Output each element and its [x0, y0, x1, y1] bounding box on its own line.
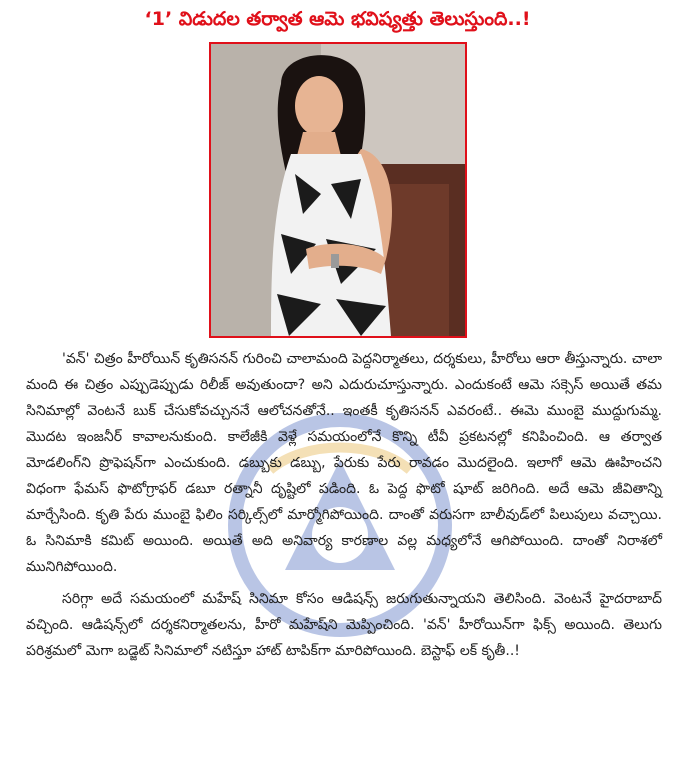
article-body [26, 346, 662, 670]
article-paragraph: సరిగ్గా అదే సమయంలో మహేష్ సినిమా కోసం ఆడిషన్స్ జరుగుతున్నాయని తెలిసింది. వెంటనే హైదరాబాద్ వచ్చింది. ఆడిషన్స్‌లో దర్శకనిర్మాతలను, హీరో మహేష్‌ని మెప్పించింది. 'వన్' హీరోయిన్‌గా ఫిక్స్ అయింది. తెలుగు పరిశ్రమలో మెగా బడ్జెట్ సినిమాలో నటిస్తూ హాట్ టాపిక్‌గా మారిపోయింది. బెస్టాఫ్ లక్ కృతీ..! [26, 591, 662, 659]
actress-photo [209, 42, 467, 338]
photo-illustration [211, 44, 465, 336]
headline: ‘1’ విడుదల తర్వాత ఆమె భవిష్యత్తు తెలుస్తుంది..! [144, 8, 531, 30]
article-paragraph: 'వన్' చిత్రం హీరోయిన్ కృతిసనన్ గురించి చాలామంది పెద్దనిర్మాతలు, దర్శకులు, హీరోలు ఆరా తీస్తున్నారు. చాలా మంది ఈ చిత్రం ఎప్పుడెప్పుడు రిలీజ్ అవుతుందా? అని ఎదురుచూస్తున్నారు. ఎందుకంటే ఆమె సక్సెస్ అయితే తమ సినిమాల్లో వెంటనే బుక్ చేసుకోవచ్చుననే ఆలోచనతోనే.. ఇంతకీ కృతిసనన్ ఎవరంటే.. ఈమె ముంబై ముద్దుగుమ్మ. మొదట ఇంజనీర్ కావాలనుకుంది. కాలేజీకి వెళ్లే సమయంలోనే కొన్ని టీవీ ప్రకటనల్లో కనిపించింది. ఆ తర్వాత మోడలింగ్‌ని ప్రొఫెషన్‌గా ఎంచుకుంది. డబ్బుకు డబ్బు, పేరుకు పేరు రావడం మొదలైంది. ఇలాగో ఆమె ఊహించని విధంగా ఫేమస్ ఫొటోగ్రాఫర్ డబూ రత్నానీ దృష్టిలో పడింది. ఓ పెద్ద ఫొటో షూట్ జరిగింది. అదే ఆమె జీవితాన్ని మార్చేసింది. కృతి పేరు ముంబై ఫిలిం సర్కిల్స్‌లో మార్మోగిపోయింది. దాంతో వరుసగా బాలీవుడ్‌లో పిలుపులు వచ్చాయి. ఓ సినిమాకి కమిట్ అయింది. అయితే అది అనివార్య కారణాల వల్ల మధ్యలోనే ఆగిపోయింది. దాంతో నిరాశలో మునిగిపోయింది. [26, 351, 662, 575]
